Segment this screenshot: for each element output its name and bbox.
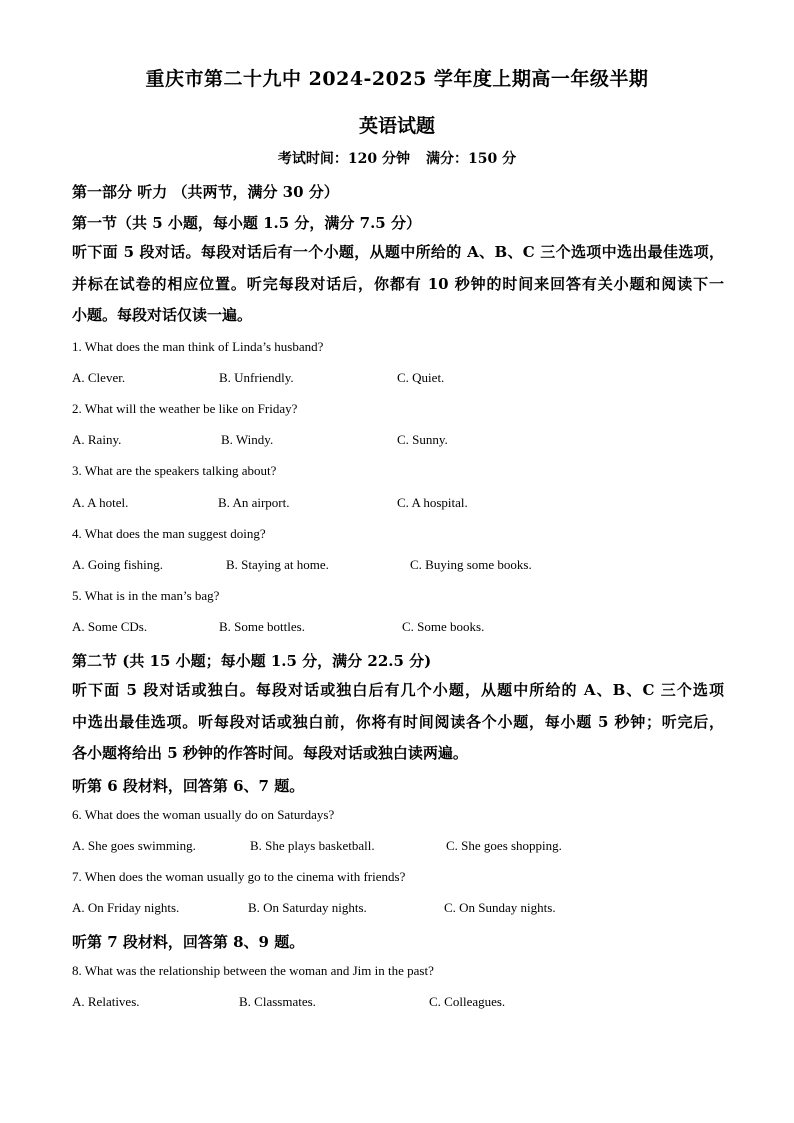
section2-heading: 第二节 (共 15 小题；每小题 1.5 分，满分 22.5 分)	[72, 652, 432, 670]
option-6c: C. She goes shopping.	[446, 838, 562, 853]
option-7c: C. On Sunday nights.	[444, 900, 556, 915]
section1-instructions	[72, 237, 724, 332]
option-6b: B. She plays basketball.	[250, 838, 375, 853]
option-1a: A. Clever.	[72, 370, 126, 385]
exam-time: 考试时间：120 分钟	[277, 151, 410, 167]
option-2c: C. Sunny.	[397, 432, 448, 447]
option-1b: B. Unfriendly.	[219, 370, 294, 385]
question-2: 2. What will the weather be like on Friday?	[72, 401, 298, 416]
question-5: 5. What is in the man’s bag?	[72, 588, 220, 603]
exam-title: 重庆市第二十九中 2024-2025 学年度上期高一年级半期	[145, 68, 649, 90]
option-2a: A. Rainy.	[72, 432, 122, 447]
option-8a: A. Relatives.	[72, 994, 140, 1009]
instruction-line: 各小题将给出 5 秒钟的作答时间。每段对话或独白读两遍。	[72, 744, 468, 762]
exam-subject: 英语试题	[358, 115, 435, 137]
question-7: 7. When does the woman usually go to the cinema with friends?	[72, 869, 406, 884]
option-1c: C. Quiet.	[397, 370, 445, 385]
option-3b: B. An airport.	[218, 495, 290, 510]
option-8b: B. Classmates.	[239, 994, 316, 1009]
option-8c: C. Colleagues.	[429, 994, 506, 1009]
instruction-line: 并标在试卷的相应位置。听完每段对话后，你都有 10 秒钟的时间来回答有关小题和阅读下一	[72, 274, 724, 293]
section2-instructions	[72, 675, 724, 770]
instruction-line: 听下面 5 段对话或独白。每段对话或独白后有几个小题，从题中所给的 A、B、C 三个选项	[72, 681, 724, 699]
group-6-label: 听第 6 段材料，回答第 6、7 题。	[72, 777, 305, 795]
option-7b: B. On Saturday nights.	[248, 900, 367, 915]
option-5b: B. Some bottles.	[219, 619, 305, 634]
question-1: 1. What does the man think of Linda’s husband?	[72, 339, 324, 354]
option-6a: A. She goes swimming.	[72, 838, 196, 853]
question-4: 4. What does the man suggest doing?	[72, 526, 266, 541]
exam-full-score: 满分：150 分	[426, 151, 517, 167]
option-4b: B. Staying at home.	[226, 557, 329, 572]
exam-meta	[0, 148, 794, 168]
question-8: 8. What was the relationship between the woman and Jim in the past?	[72, 963, 434, 978]
option-3a: A. A hotel.	[72, 495, 129, 510]
option-7a: A. On Friday nights.	[72, 900, 180, 915]
option-5c: C. Some books.	[402, 619, 485, 634]
option-4c: C. Buying some books.	[410, 557, 532, 572]
question-6: 6. What does the woman usually do on Saturdays?	[72, 807, 335, 822]
question-3: 3. What are the speakers talking about?	[72, 463, 277, 478]
instruction-line: 中选出最佳选项。听每段对话或独白前，你将有时间阅读各个小题，每小题 5 秒钟；听完后，	[72, 712, 724, 731]
group-7-label: 听第 7 段材料，回答第 8、9 题。	[72, 933, 305, 951]
option-5a: A. Some CDs.	[72, 619, 148, 634]
section1-heading: 第一节（共 5 小题，每小题 1.5 分，满分 7.5 分）	[72, 214, 421, 232]
option-3c: C. A hospital.	[397, 495, 468, 510]
instruction-line: 听下面 5 段对话。每段对话后有一个小题，从题中所给的 A、B、C 三个选项中选出最佳选项，	[72, 243, 724, 261]
instruction-line: 小题。每段对话仅读一遍。	[72, 306, 253, 324]
option-2b: B. Windy.	[221, 432, 274, 447]
part1-heading: 第一部分 听力 （共两节，满分 30 分）	[72, 183, 339, 201]
option-4a: A. Going fishing.	[72, 557, 163, 572]
